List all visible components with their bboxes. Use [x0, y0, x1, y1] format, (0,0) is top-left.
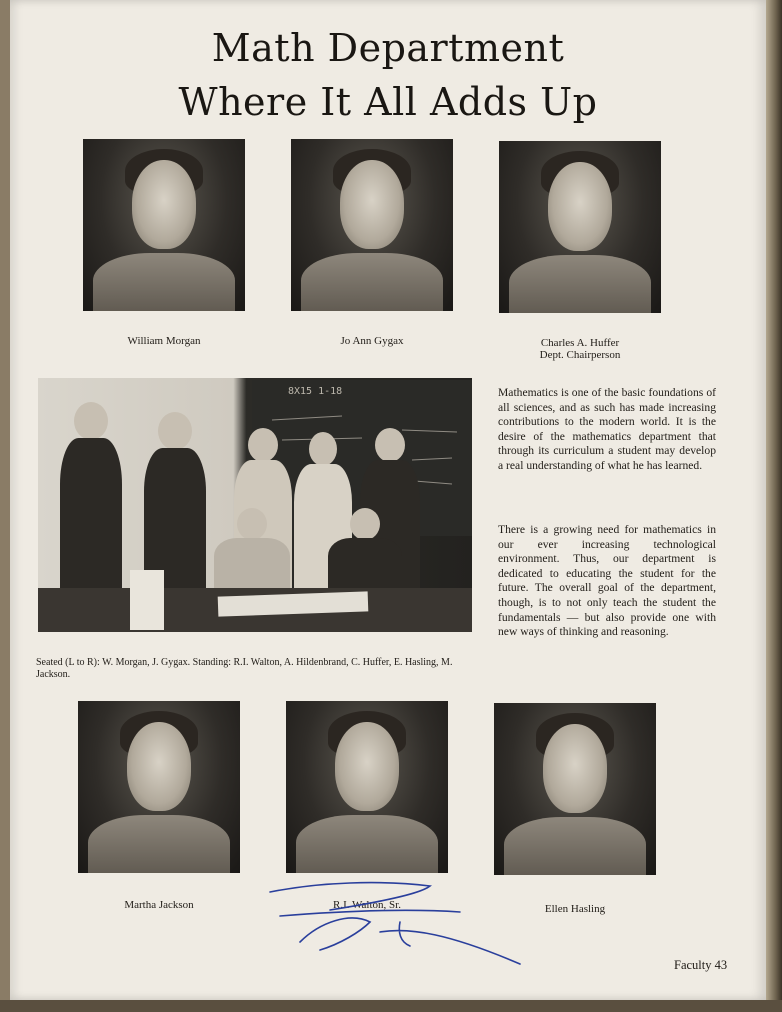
yearbook-page	[10, 0, 766, 1000]
portrait-role: Dept. Chairperson	[539, 349, 621, 361]
page-bottom-edge	[0, 1000, 782, 1012]
page-footer: Faculty 43	[674, 958, 728, 972]
portrait-caption: R.I. Walton, Sr.	[333, 899, 401, 911]
portrait-photo-jo-ann-gygax	[291, 139, 453, 311]
binding-edge	[766, 0, 782, 1012]
page-title-line2: Where It All Adds Up	[178, 80, 598, 124]
portrait-photo-ri-walton	[286, 701, 448, 873]
body-paragraph: Mathematics is one of the basic foundations of all sciences, and as such has made increasing contributions to the modern world. It is the desire of the mathematics department that through its curriculum a student may develop a real understanding of what he has learned.	[498, 386, 716, 472]
portrait-photo-william-morgan	[83, 139, 245, 311]
page-title-line1: Math Department	[211, 26, 565, 70]
group-photo-caption: Seated (L to R): W. Morgan, J. Gygax. Standing: R.I. Walton, A. Hildenbrand, C. Huffer, E. Hasling, M. Jackson.	[36, 657, 453, 680]
chalkboard-text: 8X15 1-18	[288, 386, 343, 397]
portrait-photo-martha-jackson	[78, 701, 240, 873]
portrait-caption: William Morgan	[127, 335, 201, 347]
body-paragraph: There is a growing need for mathematics in our ever increasing technological environment. Thus, our department is dedicated to educating the student for the future. The overall goal of the department, though, is to not only teach the student the fundamentals — but also provide one with new ways of thinking and reasoning.	[498, 523, 716, 639]
portrait-caption: Jo Ann Gygax	[340, 335, 404, 347]
portrait-caption: Ellen Hasling	[544, 903, 606, 915]
portrait-caption: Charles A. Huffer	[540, 337, 620, 349]
portrait-photo-charles-huffer	[499, 141, 661, 313]
group-photo	[38, 378, 472, 632]
portrait-caption: Martha Jackson	[124, 899, 194, 911]
portrait-photo-ellen-hasling	[494, 703, 656, 875]
signature	[260, 872, 540, 972]
